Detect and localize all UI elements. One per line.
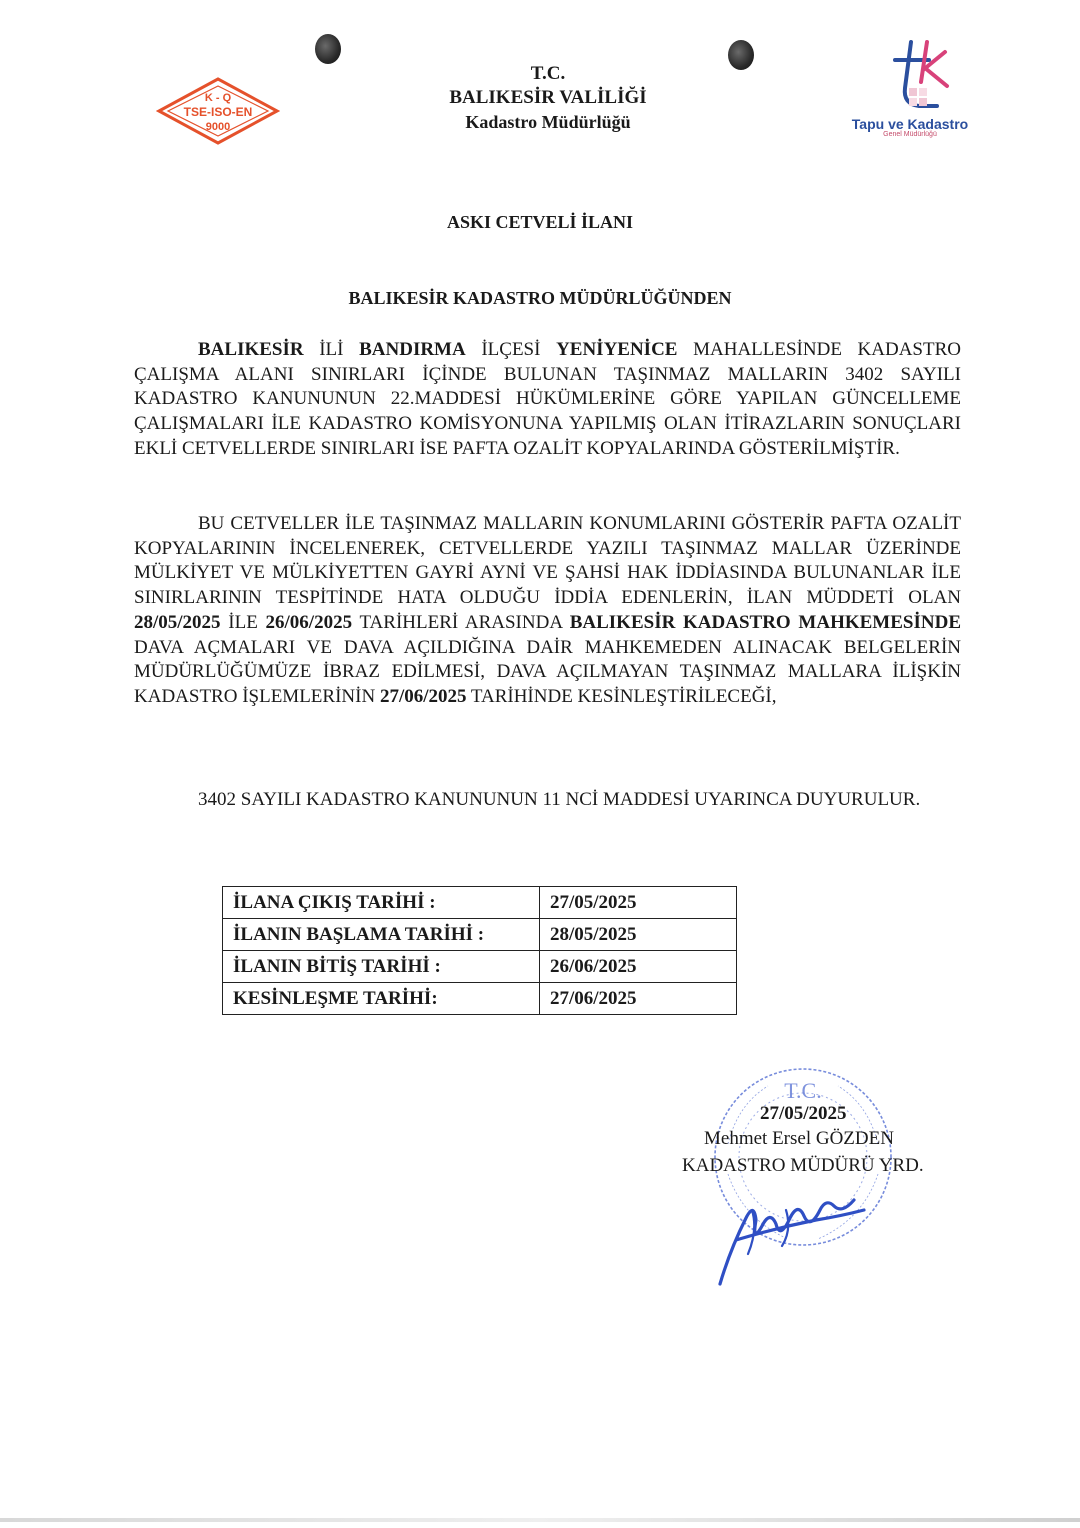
tk-logo-subtitle: Genel Müdürlüğü <box>883 131 937 138</box>
signatory-name: Mehmet Ersel GÖZDEN <box>704 1128 894 1149</box>
p1-bold-3: YENİYENİCE <box>556 339 678 360</box>
header-line-2: BALIKESİR VALİLİĞİ <box>449 87 647 108</box>
p1-bold-2: BANDIRMA <box>359 339 466 360</box>
paragraph-2 <box>134 512 961 710</box>
date-value: 27/05/2025 <box>540 887 737 919</box>
document-subtitle: BALIKESİR KADASTRO MÜDÜRLÜĞÜNDEN <box>348 288 732 308</box>
tk-logo-name: Tapu ve Kadastro <box>851 116 969 132</box>
p3-text: 3402 SAYILI KADASTRO KANUNUNUN 11 NCİ MADDESİ UYARINCA DUYURULUR. <box>198 789 921 810</box>
p1-text-3: MAHALLESİNDE KADASTRO ÇALIŞMA ALANI SINIRLARI İÇİNDE BULUNAN TAŞINMAZ MALLARIN 3402 SAYILI KADASTRO KANUNUNUN 22.MADDESİ HÜKÜMLERİNE GÖRE YAPILAN GÜNCELLEME ÇALIŞMALARI İLE KADASTRO KOMİSYONUNA YAPILMIŞ OLAN İTİRAZLARIN SONUÇLARI EKLİ CETVELLERDE SINIRLARI İSE PAFTA OZALİT KOPYALARINDA GÖSTERİLMİŞTİR. <box>134 339 961 459</box>
paragraph-1 <box>134 338 961 462</box>
p2-text-5: TARİHİNDE KESİNLEŞTİRİLECEĞİ, <box>466 685 777 707</box>
p2-text-4: DAVA AÇMALARI VE DAVA AÇILDIĞINA DAİR MAHKEMEDEN ALINACAK BELGELERİN MÜDÜRLÜĞÜMÜZE İBRAZ EDİLMESİ, DAVA AÇILMAYAN TAŞINMAZ MALLARA İLİŞKİN KADASTRO İŞLEMLERİNİN <box>134 636 961 707</box>
p2-bold-1: 28/05/2025 <box>134 611 221 633</box>
tk-mark-icon <box>865 36 955 114</box>
p2-text-1: BU CETVELLER İLE TAŞINMAZ MALLARIN KONUMLARINI GÖSTERİR PAFTA OZALİT KOPYALARININ İNCELENEREK, CETVELLERDE YAZILI TAŞINMAZ MALLAR ÜZERİNDE MÜLKİYET VE MÜLKİYETTEN GAYRİ AYNİ VE ŞAHSİ HAK İDDİASINDA BULUNANLAR İLE SINIRLARININ TESPİTİNDE HATA OLDUĞU İDDİA EDENLERİN, İLAN MÜDDETİ OLAN <box>134 513 961 609</box>
date-value: 27/06/2025 <box>540 983 737 1015</box>
tse-logo-bottom: 9000 <box>205 121 231 133</box>
p2-text-3: TARİHLERİ ARASINDA <box>352 611 570 633</box>
p2-bold-2: 26/06/2025 <box>265 611 353 633</box>
table-row <box>223 951 737 983</box>
handwritten-signature-icon <box>706 1180 876 1288</box>
date-label: İLANIN BAŞLAMA TARİHİ : <box>223 919 540 951</box>
scan-edge <box>0 1518 1080 1522</box>
signatory-title: KADASTRO MÜDÜRÜ YRD. <box>682 1155 924 1176</box>
tse-iso-9000-logo <box>156 76 280 146</box>
date-label: KESİNLEŞME TARİHİ: <box>223 983 540 1015</box>
document-title: ASKI CETVELİ İLANI <box>446 212 634 232</box>
p2-bold-3: BALIKESİR KADASTRO MAHKEMESİNDE <box>569 611 961 633</box>
date-value: 28/05/2025 <box>540 919 737 951</box>
paragraph-3 <box>134 788 961 813</box>
table-row <box>223 983 737 1015</box>
document-header <box>400 62 696 134</box>
p2-text-2: İLE <box>220 611 266 633</box>
tse-logo-mid: TSE-ISO-EN <box>183 105 253 119</box>
header-line-1: T.C. <box>530 63 566 84</box>
stamp-text: T.C. <box>784 1078 822 1103</box>
p1-text-2: İLÇESİ <box>465 339 557 360</box>
tapu-kadastro-logo <box>840 36 980 148</box>
p1-text-1: İLİ <box>303 339 360 360</box>
header-line-3: Kadastro Müdürlüğü <box>465 112 631 132</box>
p1-bold-1: BALIKESİR <box>198 339 304 360</box>
punch-hole-right <box>728 40 754 70</box>
signature-date: 27/05/2025 <box>760 1103 847 1124</box>
punch-hole-left <box>315 34 341 64</box>
date-value: 26/06/2025 <box>540 951 737 983</box>
tse-logo-top: K - Q <box>204 92 232 104</box>
table-row <box>223 887 737 919</box>
date-label: İLANA ÇIKIŞ TARİHİ : <box>223 887 540 919</box>
table-row <box>223 919 737 951</box>
dates-table <box>222 886 737 1015</box>
p2-bold-4: 27/06/2025 <box>379 685 467 707</box>
date-label: İLANIN BİTİŞ TARİHİ : <box>223 951 540 983</box>
